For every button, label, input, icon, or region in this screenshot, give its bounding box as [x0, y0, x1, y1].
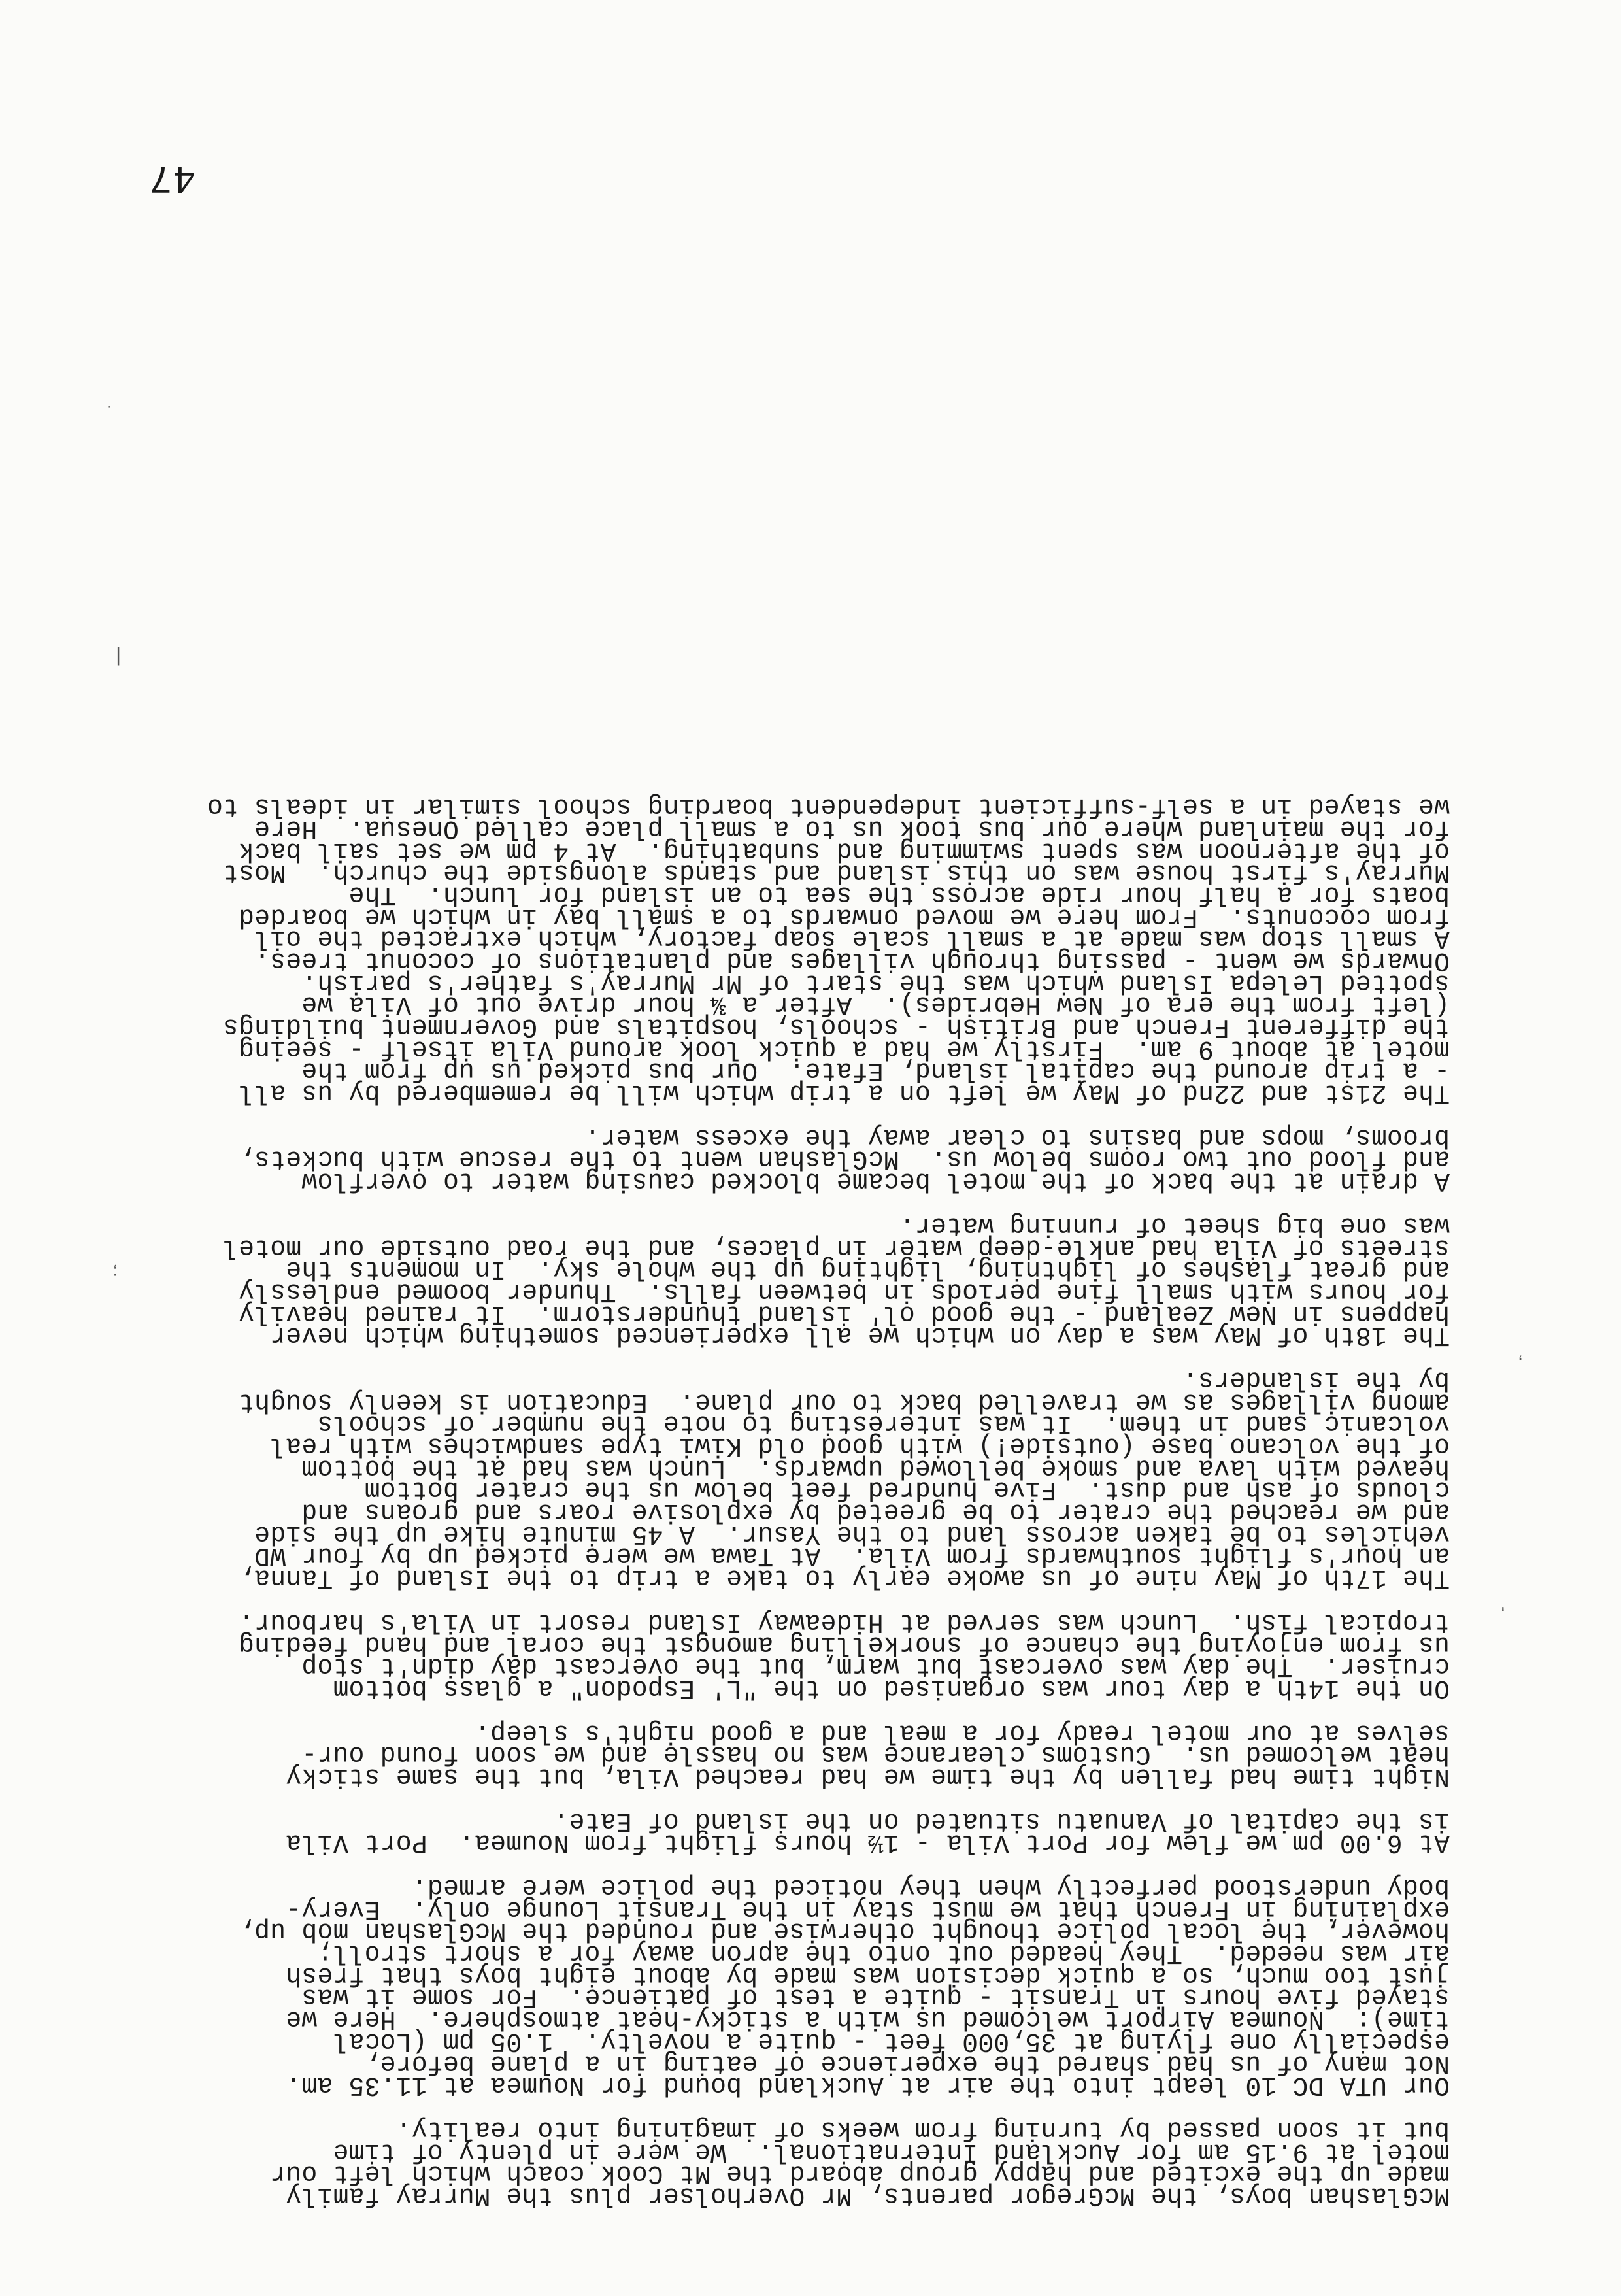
- text-line: tropical fish. Lunch was served at Hideaway Island resort in Vila's harbour.: [238, 1606, 1450, 1637]
- text-line: The 17th of May nine of us awoke early to take a trip to the Island of Tanna,: [238, 1562, 1450, 1593]
- text-line: selves at our motel ready for a meal and a good night's sleep.: [474, 1717, 1450, 1747]
- text-line: time): Noumea Airport welcomed us with a sticky-heat atmosphere. Here we: [286, 2004, 1450, 2034]
- text-line: - a trip around the capital island, Efate. Our bus picked us up from the: [301, 1055, 1450, 1086]
- text-line: stayed five hours in Transit - quite a test of patience. For some it was: [301, 1982, 1450, 2012]
- text-line: happens in New Zealand - the good ol' island thunderstorm. It rained heavily: [238, 1298, 1450, 1328]
- text-line: A small stop was made at a small scale soap factory, which extracted the oil: [254, 923, 1450, 954]
- text-line: Murray's first house was on this island and stands alongside the church. Most: [222, 857, 1450, 888]
- margin-mark: ': [1501, 1595, 1505, 1615]
- text-line: made up the excited and happy group aboard the Mt Cook coach which left our: [270, 2158, 1450, 2189]
- text-line: spotted Lelepa Island which was the start of Mr Murray's father's parish.: [301, 967, 1450, 998]
- text-line: of the volcano base (outside!) with good old Kiwi type sandwiches with real: [270, 1430, 1450, 1461]
- text-line: clouds of ash and dust. Five hundred feet below us the crater bottom: [364, 1474, 1450, 1505]
- text-line: the different French and British - schools, hospitals and Government buildings: [222, 1011, 1450, 1042]
- body-text: [0, 773, 1450, 2210]
- text-line: air was needed. They headed out onto the apron away for a short stroll;: [317, 1938, 1450, 1968]
- text-line: At 6.00 pm we flew for Port Vila - 1½ hours flight from Noumea. Port Vila: [286, 1827, 1450, 1858]
- text-line: boats for a half hour ride across the sea to an island for lunch. The: [348, 879, 1450, 909]
- text-line: by the islanders.: [1182, 1364, 1450, 1394]
- text-line: especially one flying at 35,000 feet - quite a novelty. 1.05 pm (Local: [333, 2025, 1450, 2056]
- text-line: and great flashes of lightning, lighting up the whole sky. In moments the: [286, 1254, 1450, 1285]
- margin-mark: ,: [1518, 1354, 1523, 1374]
- text-line: us from enjoying the chance of snorkelling amongst the coral and hand feeding: [238, 1629, 1450, 1659]
- text-line: The 18th of May was a day on which we all experienced something which never: [270, 1320, 1450, 1351]
- text-line: and we reached the crater to be greeted by explosive roars and groans and: [301, 1496, 1450, 1527]
- paragraph: [0, 1606, 1450, 1703]
- text-line: for the mainland where our bus took us to a small place called Onesua. Here: [254, 813, 1450, 843]
- text-line: vehicles to be taken across land to the Yasur. A 45 minute hike up the side: [254, 1518, 1450, 1549]
- text-line: The 21st and 22nd of May we left on a trip which will be remembered by us all: [238, 1077, 1450, 1108]
- text-line: an hour's flight southwards from Vila. At Tawa we were picked up by four WD: [254, 1540, 1450, 1571]
- text-line: we stayed in a self-sufficient independent boarding school similar in ideals to: [207, 791, 1450, 822]
- margin-mark: .: [107, 402, 111, 420]
- text-line: of the afternoon was spent swimming and sunbathing. At 4 pm we set sail back: [238, 835, 1450, 866]
- paragraph: [0, 791, 1450, 1108]
- text-line: Not many of us had shared the experience of eating in a plane before,: [364, 2048, 1450, 2078]
- text-line: (left from the era of New Hebrides). After a ¾ hour drive out of Vila we: [301, 989, 1450, 1020]
- margin-mark: ;: [112, 1263, 118, 1283]
- text-line: heaved with lava and smoke bellowed upwards. Lunch was had at the bottom: [301, 1452, 1450, 1483]
- text-line: motel at 9.15 am for Auckland International. We were in plenty of time: [333, 2136, 1450, 2167]
- text-line: but it soon passed by turning from weeks of imagining into reality.: [395, 2114, 1450, 2144]
- text-line: and flood out two rooms below us. McGlashan went to the rescue with buckets,: [238, 1143, 1450, 1174]
- paragraph: [0, 1805, 1450, 1858]
- paragraph: [0, 1364, 1450, 1593]
- text-line: A drain at the back of the motel became blocked causing water to overflow: [301, 1166, 1450, 1196]
- paragraph: [0, 1121, 1450, 1196]
- paragraph: [0, 1872, 1450, 2101]
- text-line: volcanic sand in them. It was interesting to note the number of schools: [317, 1408, 1450, 1439]
- margin-mark: |: [116, 647, 121, 668]
- text-line: was one big sheet of running water.: [899, 1209, 1450, 1240]
- text-line: cruiser. The day was overcast but warm, but the overcast day didn't stop: [301, 1651, 1450, 1681]
- text-line: On the 14th a day tour was organised on the "L' Espodon" a glass bottom: [333, 1672, 1450, 1703]
- text-line: however, the local police thought otherwise and rounded the McGlashan mob up,: [238, 1916, 1450, 1946]
- text-line: brooms, mops and basins to clear away the excess water.: [584, 1121, 1450, 1152]
- text-line: among villages as we travelled back to our plane. Education is keenly sought: [238, 1386, 1450, 1417]
- text-line: Our UTA DC 10 leapt into the air at Auckland bound for Noumea at 11.35 am.: [286, 2070, 1450, 2101]
- text-line: Night time had fallen by the time we had reached Vila, but the same sticky: [286, 1761, 1450, 1791]
- text-line: is the capital of Vanuatu situated on the island of Eate.: [553, 1805, 1450, 1836]
- text-line: motel at about 9 am. Firstly we had a quick look around Vila itself - seeing: [238, 1033, 1450, 1064]
- text-line: just too much, so a quick decision was made by about eight boys that fresh: [286, 1959, 1450, 1990]
- text-line: heat welcomed us. Customs clearance was no hassle and we soon found our-: [301, 1739, 1450, 1770]
- text-line: for hours with small fine periods in between falls. Thunder boomed endlessly: [238, 1275, 1450, 1306]
- text-line: McGlashan boys, the McGregor parents, Mr Overholser plus the Murray family: [286, 2180, 1450, 2210]
- text-line: body understood perfectly when they noticed the police were armed.: [411, 1872, 1450, 1902]
- paragraph: [0, 1717, 1450, 1791]
- paragraph: [0, 1209, 1450, 1351]
- text-line: from coconuts. From here we moved onwards to a small bay in which we boarded: [238, 901, 1450, 932]
- text-line: explaining in French that we must stay in the Transit Lounge only. Every-: [286, 1893, 1450, 1924]
- text-line: streets of Vila had ankle-deep water in places, and the road outside our motel: [222, 1232, 1450, 1262]
- paragraph: [0, 2114, 1450, 2210]
- text-line: Onwards we went - passing through villages and plantations of coconut trees.: [254, 945, 1450, 975]
- page-number: 47: [148, 154, 196, 199]
